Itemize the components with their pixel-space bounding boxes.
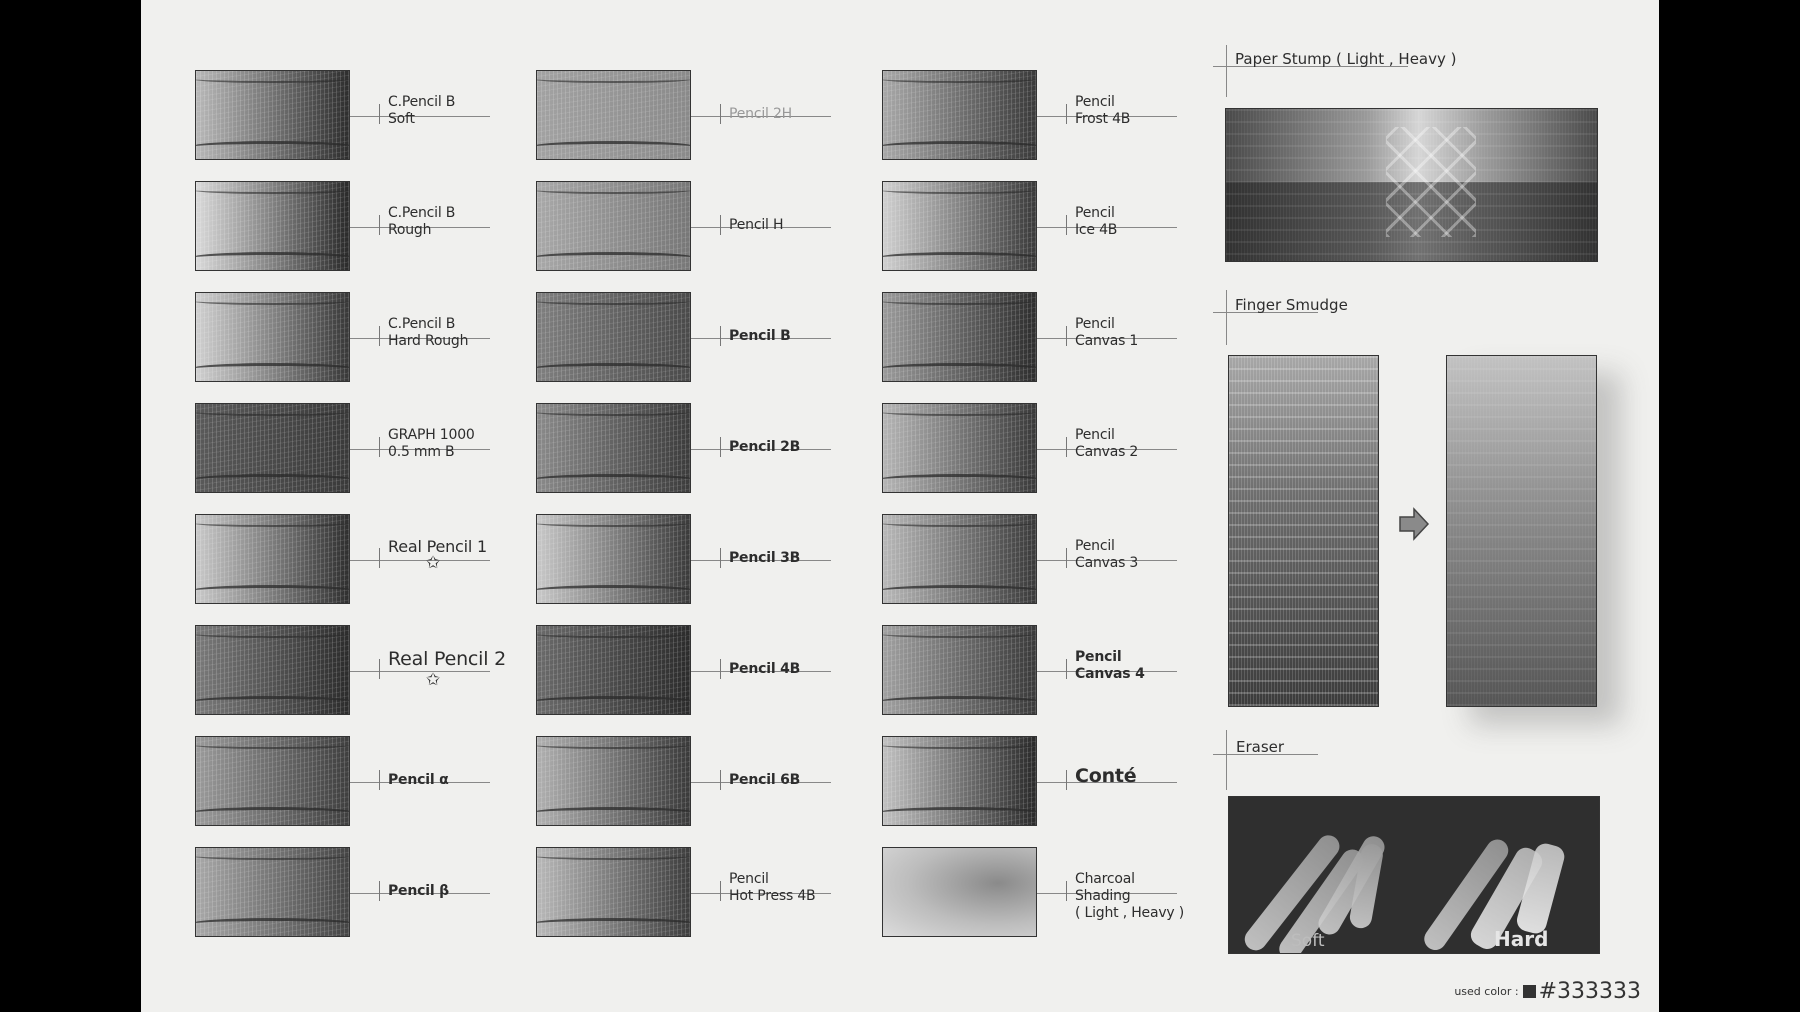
leader-tick bbox=[1066, 881, 1067, 901]
brush-label bbox=[1075, 94, 1130, 128]
brush-swatch bbox=[536, 292, 691, 382]
brush-label-line: Pencil bbox=[1075, 316, 1115, 332]
brush-row bbox=[195, 736, 525, 836]
brush-swatch bbox=[195, 403, 350, 493]
eraser-divider bbox=[1226, 730, 1227, 790]
brush-swatch bbox=[536, 736, 691, 826]
leader-tick bbox=[720, 770, 721, 790]
brush-swatch bbox=[195, 847, 350, 937]
brush-swatch bbox=[882, 292, 1037, 382]
brush-swatch bbox=[195, 625, 350, 715]
leader-tick bbox=[720, 548, 721, 568]
paper-stump-swatch bbox=[1225, 108, 1598, 262]
brush-label-line: Canvas 1 bbox=[1075, 333, 1139, 349]
brush-label-line: Pencil 2H bbox=[729, 106, 792, 122]
brush-label-line: Ice 4B bbox=[1075, 222, 1118, 238]
brush-label-line: Pencil bbox=[729, 871, 769, 887]
brush-swatch bbox=[195, 514, 350, 604]
brush-row bbox=[536, 736, 866, 836]
brush-label-line: 0.5 mm B bbox=[388, 444, 455, 460]
brush-label-line: Pencil bbox=[1075, 538, 1115, 554]
brush-row bbox=[195, 625, 525, 725]
brush-swatch bbox=[882, 181, 1037, 271]
leader-tick bbox=[379, 770, 380, 790]
brush-row bbox=[882, 514, 1212, 614]
brush-label-line: Pencil β bbox=[388, 883, 449, 899]
brush-label-line: Pencil bbox=[1075, 649, 1122, 665]
leader-tick bbox=[1066, 437, 1067, 457]
star-icon: ✩ bbox=[426, 670, 441, 690]
brush-swatch bbox=[882, 625, 1037, 715]
brush-label-line: Pencil bbox=[1075, 205, 1115, 221]
finger-smudge-divider bbox=[1226, 290, 1227, 345]
brush-label-line: Real Pencil 1 bbox=[388, 537, 487, 556]
brush-row bbox=[195, 847, 525, 947]
brush-label-line: Conté bbox=[1075, 765, 1137, 787]
brush-label bbox=[388, 205, 455, 239]
used-color-note bbox=[1454, 979, 1641, 1004]
brush-label-line: Pencil H bbox=[729, 217, 784, 233]
brush-label-line: Pencil 6B bbox=[729, 772, 801, 788]
leader-tick bbox=[1066, 215, 1067, 235]
brush-row bbox=[195, 181, 525, 281]
brush-row bbox=[195, 292, 525, 392]
brush-label-line: ( Light , Heavy ) bbox=[1075, 905, 1185, 921]
brush-label-line: Pencil α bbox=[388, 772, 449, 788]
leader-tick bbox=[379, 659, 380, 679]
brush-label bbox=[1075, 649, 1145, 683]
brush-label bbox=[388, 316, 468, 350]
brush-label-line: Rough bbox=[388, 222, 432, 238]
brush-label-line: Pencil 2B bbox=[729, 439, 801, 455]
brush-label bbox=[729, 871, 815, 905]
brush-swatch bbox=[536, 847, 691, 937]
brush-label bbox=[1075, 871, 1184, 922]
leader-tick bbox=[1066, 326, 1067, 346]
brush-label bbox=[729, 106, 792, 123]
leader-tick bbox=[379, 326, 380, 346]
brush-label-line: Real Pencil 2 bbox=[388, 648, 507, 670]
leader-tick bbox=[1066, 104, 1067, 124]
brush-swatch bbox=[195, 736, 350, 826]
brush-swatch bbox=[882, 70, 1037, 160]
brush-swatch bbox=[882, 847, 1037, 937]
leader-tick bbox=[720, 215, 721, 235]
leader-tick bbox=[379, 548, 380, 568]
brush-row bbox=[536, 514, 866, 614]
brush-swatch bbox=[536, 403, 691, 493]
arrow-right-icon bbox=[1398, 506, 1430, 542]
brush-swatch bbox=[536, 514, 691, 604]
brush-label bbox=[729, 550, 800, 567]
brush-row bbox=[882, 70, 1212, 170]
used-color-hex: #333333 bbox=[1538, 979, 1641, 1004]
brush-row bbox=[882, 292, 1212, 392]
leader-tick bbox=[379, 215, 380, 235]
brush-label-line: GRAPH 1000 bbox=[388, 427, 475, 443]
brush-row bbox=[882, 181, 1212, 281]
brush-row bbox=[882, 847, 1212, 947]
brush-row bbox=[536, 847, 866, 947]
brush-label bbox=[388, 649, 506, 691]
finger-smudge-before bbox=[1228, 355, 1379, 707]
brush-label bbox=[729, 772, 800, 789]
brush-label-line: Canvas 3 bbox=[1075, 555, 1139, 571]
paper-stump-divider bbox=[1226, 45, 1227, 97]
brush-row bbox=[536, 181, 866, 281]
brush-label bbox=[388, 772, 449, 789]
paper-stump-title: Paper Stump ( Light , Heavy ) bbox=[1235, 50, 1457, 68]
brush-swatch bbox=[882, 514, 1037, 604]
brush-label bbox=[388, 427, 475, 461]
finger-smudge-after bbox=[1446, 355, 1597, 707]
brush-row bbox=[882, 736, 1212, 836]
brush-label-line: Charcoal bbox=[1075, 871, 1135, 887]
brush-swatch bbox=[536, 181, 691, 271]
brush-row bbox=[882, 625, 1212, 725]
finger-smudge-title: Finger Smudge bbox=[1235, 296, 1348, 314]
brush-label-line: Canvas 4 bbox=[1075, 666, 1145, 682]
leader-tick bbox=[720, 326, 721, 346]
brush-label bbox=[1075, 538, 1138, 572]
brush-label bbox=[729, 661, 800, 678]
brush-row bbox=[195, 70, 525, 170]
brush-label bbox=[729, 328, 791, 345]
leader-tick bbox=[720, 881, 721, 901]
brush-swatch bbox=[536, 70, 691, 160]
brush-label-line: Pencil B bbox=[729, 328, 791, 344]
brush-label bbox=[1075, 766, 1137, 787]
brush-row bbox=[195, 403, 525, 503]
brush-label bbox=[1075, 427, 1138, 461]
leader-tick bbox=[1066, 548, 1067, 568]
brush-swatch bbox=[195, 181, 350, 271]
brush-label-line: Hard Rough bbox=[388, 333, 469, 349]
brush-row bbox=[536, 625, 866, 725]
brush-label-line: Pencil bbox=[1075, 427, 1115, 443]
brush-label-line: Pencil 3B bbox=[729, 550, 801, 566]
eraser-title: Eraser bbox=[1236, 738, 1285, 756]
leader-tick bbox=[379, 881, 380, 901]
brush-label-line: Frost 4B bbox=[1075, 111, 1131, 127]
brush-label-line: Pencil 4B bbox=[729, 661, 801, 677]
brush-swatch bbox=[195, 292, 350, 382]
brush-row bbox=[536, 70, 866, 170]
leader-tick bbox=[720, 659, 721, 679]
brush-label bbox=[1075, 316, 1138, 350]
brush-label-line: Hot Press 4B bbox=[729, 888, 816, 904]
eraser-soft-label: Soft bbox=[1291, 931, 1325, 951]
brush-swatch bbox=[195, 70, 350, 160]
brush-label bbox=[388, 883, 449, 900]
brush-label bbox=[729, 439, 800, 456]
brush-swatch bbox=[882, 403, 1037, 493]
leader-tick bbox=[379, 104, 380, 124]
brush-label bbox=[1075, 205, 1117, 239]
brush-label bbox=[388, 94, 455, 128]
brush-label bbox=[388, 538, 487, 572]
brush-swatch bbox=[536, 625, 691, 715]
brush-row bbox=[536, 292, 866, 392]
eraser-hard-label: Hard bbox=[1494, 927, 1549, 951]
leader-tick bbox=[720, 104, 721, 124]
leader-tick bbox=[1066, 770, 1067, 790]
brush-label-line: C.Pencil B bbox=[388, 316, 456, 332]
brush-label bbox=[729, 217, 783, 234]
leader-tick bbox=[379, 437, 380, 457]
brush-swatch bbox=[882, 736, 1037, 826]
brush-label-line: Soft bbox=[388, 111, 415, 127]
used-color-label: used color : bbox=[1454, 985, 1519, 998]
brush-label-line: Shading bbox=[1075, 888, 1131, 904]
brush-row bbox=[195, 514, 525, 614]
brush-row bbox=[536, 403, 866, 503]
brush-label-line: Pencil bbox=[1075, 94, 1115, 110]
star-icon: ✩ bbox=[426, 553, 441, 573]
brush-label-line: C.Pencil B bbox=[388, 94, 456, 110]
brush-label-line: Canvas 2 bbox=[1075, 444, 1139, 460]
leader-tick bbox=[1066, 659, 1067, 679]
eraser-swatch bbox=[1228, 796, 1600, 954]
brush-row bbox=[882, 403, 1212, 503]
used-color-swatch bbox=[1523, 985, 1536, 998]
leader-tick bbox=[720, 437, 721, 457]
sketch-paper bbox=[141, 0, 1659, 1012]
brush-label-line: C.Pencil B bbox=[388, 205, 456, 221]
